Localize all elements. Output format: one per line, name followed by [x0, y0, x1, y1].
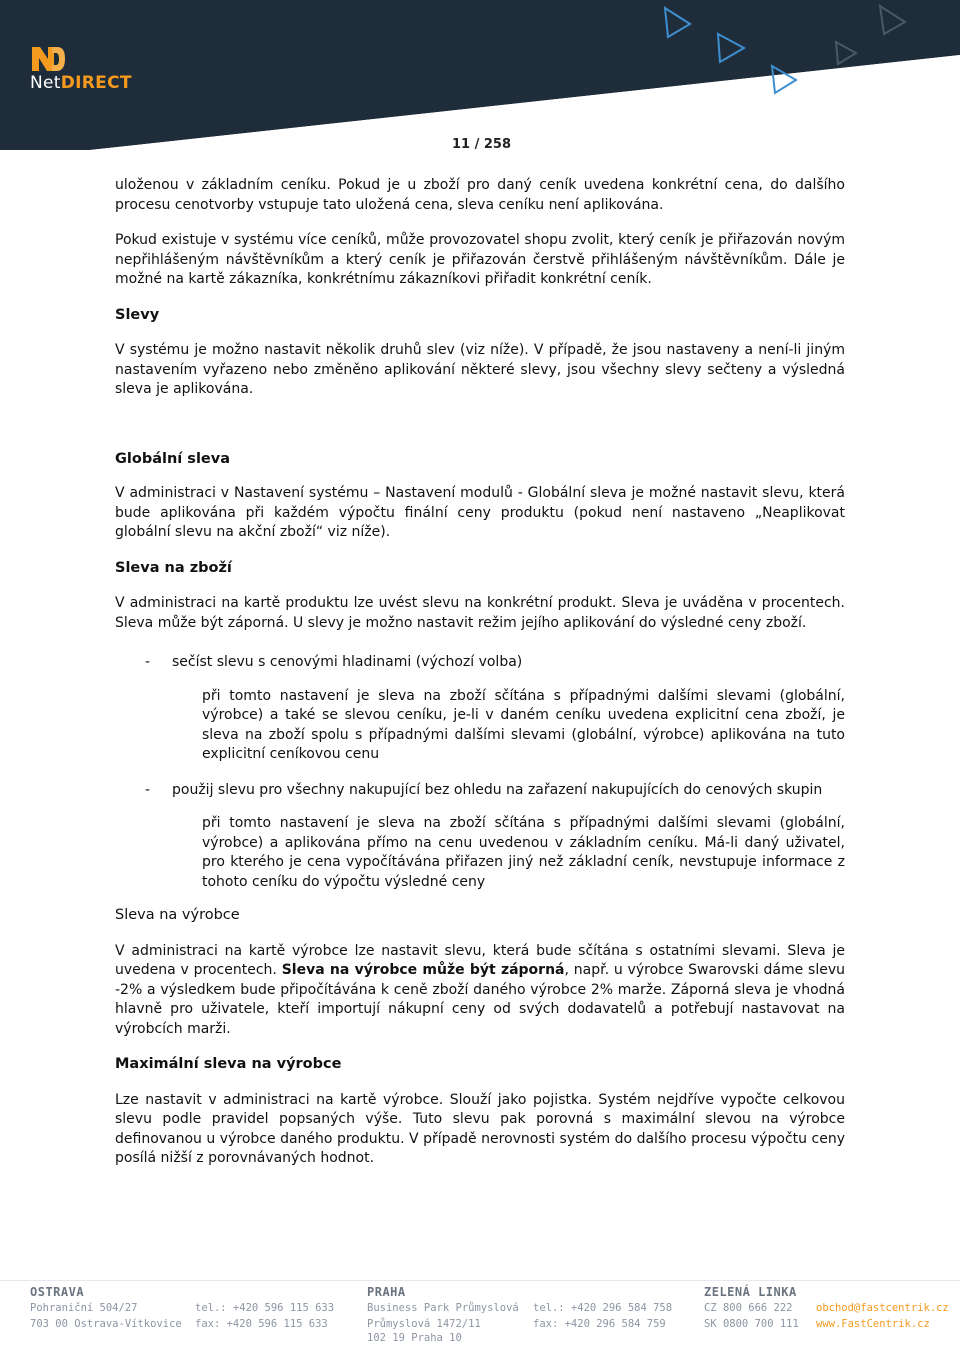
- footer-praha-street: Průmyslová 1472/11: [367, 1318, 481, 1330]
- footer-green-line: [704, 1284, 799, 1332]
- heading-sleva-na-vyrobce: Sleva na výrobce: [115, 907, 240, 923]
- footer-praha-park: Business Park Průmyslová: [367, 1302, 519, 1314]
- footer-email-link[interactable]: obchod@fastcentrik.cz: [816, 1302, 949, 1314]
- footer-praha-heading: PRAHA: [367, 1285, 406, 1299]
- paragraph-6-bold: Sleva na výrobce může být záporná: [281, 962, 565, 978]
- footer-praha-address: [367, 1284, 519, 1346]
- footer-green-line-cz: CZ 800 666 222: [704, 1302, 793, 1314]
- heading-slevy: Slevy: [115, 306, 160, 323]
- footer-praha-phones: [533, 1300, 672, 1332]
- document-body: [115, 176, 845, 1185]
- footer-green-line-heading: ZELENÁ LINKA: [704, 1285, 797, 1299]
- footer-contacts: [816, 1300, 949, 1332]
- paragraph-5: V administraci na kartě produktu lze uvést slevu na konkrétní produkt. Sleva je uváděna v procentech. Sleva může být záporná. U slevy je možno nastavit režim jejího aplikování do výsledné ceny zboží.: [115, 595, 845, 631]
- footer-ostrava-heading: OSTRAVA: [30, 1285, 85, 1299]
- footer-divider: [0, 1280, 960, 1281]
- list-dash: -: [145, 654, 151, 670]
- list-dash: -: [145, 781, 151, 798]
- footer-web-link[interactable]: www.FastCentrik.cz: [816, 1318, 930, 1330]
- heading-globalni-sleva: Globální sleva: [115, 450, 230, 467]
- footer-green-line-sk: SK 0800 700 111: [704, 1318, 799, 1330]
- list-item-label: sečíst slevu s cenovými hladinami (výchozí volba): [172, 654, 523, 670]
- paragraph-6-start: V administraci na kartě výrobce lze nastavit slevu, která bude sčítána s ostatními slevami. Sleva je uvedena v procentech.: [115, 942, 845, 978]
- footer-ostrava-phones: [195, 1300, 334, 1332]
- logo-direct: DIRECT: [60, 73, 132, 93]
- footer-praha-fax: fax: +420 296 584 759: [533, 1318, 666, 1330]
- footer-ostrava-city: 703 00 Ostrava-Vítkovice: [30, 1318, 182, 1330]
- list-item-description: při tomto nastavení je sleva na zboží sčítána s případnými dalšími slevami (globální, výrobce) a také se slevou ceníku, je-li v daném ceníku uvedena explicitní cena zboží, je sleva na zboží spolu s případnými dalšími slevami (globální, výrobce) aplikována na tuto explicitní ceníkovou cenu: [202, 687, 845, 762]
- header-banner: [0, 0, 960, 150]
- page-number: 11 / 258: [452, 137, 512, 152]
- footer-praha-tel: tel.: +420 296 584 758: [533, 1302, 673, 1314]
- list-item: [115, 653, 845, 673]
- nd-logo-icon: [30, 45, 66, 73]
- list-item-description: při tomto nastavení je sleva na zboží sčítána s případnými dalšími slevami (globální, výrobce) a aplikována přímo na cenu uvedenou v základním ceníku. Má-li daný uživatel, pro kterého je cena vypočítávána přiřazen jiný než základní ceník, nevstupuje informace z tohoto ceníku do výpočtu výsledné ceny: [202, 815, 845, 890]
- footer-ostrava-fax: fax: +420 596 115 633: [195, 1318, 328, 1330]
- list-item-label: použij slevu pro všechny nakupující bez ohledu na zařazení nakupujících do cenových skupin: [172, 781, 823, 798]
- paragraph-2: Pokud existuje v systému více ceníků, může provozovatel shopu zvolit, který ceník je přiřazován novým nepřihlášeným návštěvníkům a který ceník je přiřazován čerstvě přihlášeným návštěvníkům. Dále je možné na kartě zákazníka, konkrétnímu zákazníkovi přiřadit konkrétní ceník.: [115, 232, 845, 287]
- logo-wordmark: [30, 73, 132, 93]
- paragraph-6-end: , např. u výrobce Swarovski dáme slevu -2% a výsledkem bude připočítávána k ceně zboží daného výrobce 2% marže. Záporná sleva je vhodná hlavně pro uživatele, kteří importují nákupní ceny od svých dodavatelů a potřebují nastavovat na výrobcích marži.: [115, 962, 845, 1037]
- footer-ostrava-tel: tel.: +420 596 115 633: [195, 1302, 335, 1314]
- header-background-graphic: [0, 0, 960, 150]
- paragraph-1: uloženou v základním ceníku. Pokud je u zboží pro daný ceník uvedena konkrétní cena, do dalšího procesu cenotvorby vstupuje tato uložená cena, sleva ceníku není aplikována.: [115, 177, 845, 213]
- paragraph-3: V systému je možno nastavit několik druhů slev (viz níže). V případě, že jsou nastaveny a není-li jiným nastavením vyřazeno nebo změněno aplikování některé slevy, jsou všechny slevy sečteny a výsledná sleva je aplikována.: [115, 342, 845, 397]
- footer: [0, 1280, 960, 1347]
- list-item: [115, 781, 845, 801]
- footer-ostrava-street: Pohraniční 504/27: [30, 1302, 138, 1314]
- paragraph-7: Lze nastavit v administraci na kartě výrobce. Slouží jako pojistka. Systém nejdříve vypočte celkovou slevu podle pravidel popsaných výše. Tuto slevu pak porovná s maximální slevou na výrobce definovanou u výrobce daného produktu. V případě nerovnosti systém do dalšího procesu výpočtu ceny posílá nižší z porovnávaných hodnot.: [115, 1091, 845, 1166]
- heading-sleva-na-zbozi: Sleva na zboží: [115, 559, 232, 576]
- paragraph-6: [115, 942, 845, 1040]
- footer-ostrava-address: [30, 1284, 182, 1332]
- paragraph-4: V administraci v Nastavení systému – Nastavení modulů - Globální sleva je možné nastavit slevu, která bude aplikována při každém výpočtu finální ceny produktu (pokud není nastaveno „Neaplikovat globální slevu na akční zboží“ viz níže).: [115, 485, 845, 540]
- heading-maximalni-sleva: Maximální sleva na výrobce: [115, 1056, 342, 1072]
- netdirect-logo: [30, 45, 140, 95]
- logo-net: Net: [30, 73, 61, 93]
- footer-praha-city: 102 19 Praha 10: [367, 1332, 462, 1344]
